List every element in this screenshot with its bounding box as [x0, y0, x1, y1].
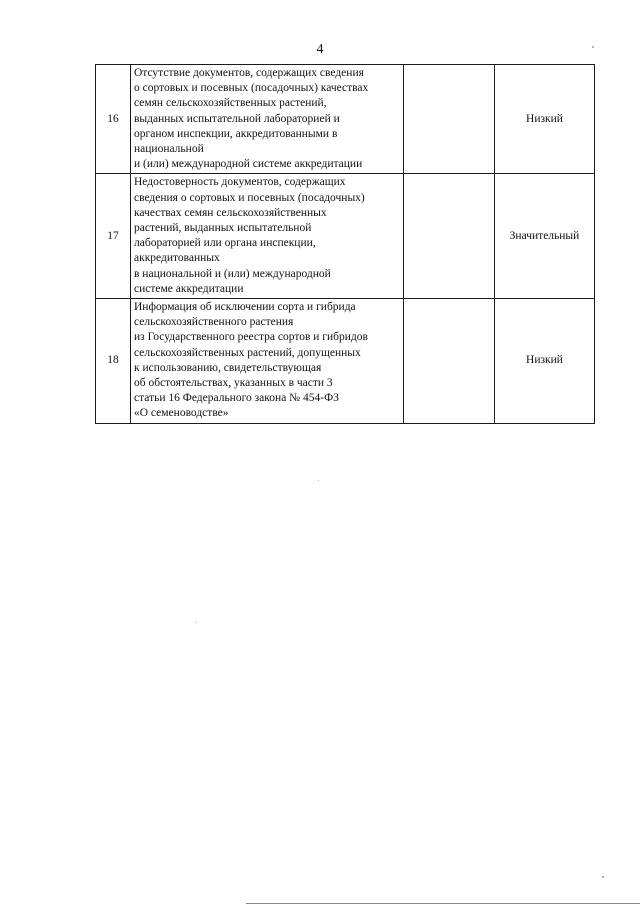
- description-line: семян сельскохозяйственных растений,: [134, 97, 327, 110]
- description-line: сельскохозяйственного растения: [134, 316, 294, 329]
- row-number: 17: [96, 174, 131, 299]
- risk-indicators-table: [95, 64, 595, 424]
- description-line: растений, выданных испытательной: [134, 222, 312, 235]
- description-line: и (или) международной системе аккредитации: [134, 158, 363, 171]
- description-line: о сортовых и посевных (посадочных) качествах: [134, 82, 369, 95]
- description-line: из Государственного реестра сортов и гибридов: [134, 331, 368, 344]
- scan-edge-line: [246, 903, 640, 904]
- scan-speck: [318, 480, 319, 481]
- scan-speck: [196, 622, 197, 623]
- table-row: [96, 174, 595, 299]
- description-line: Отсутствие документов, содержащих сведения: [134, 67, 364, 79]
- description-line: выданных испытательной лабораторией и: [134, 112, 340, 125]
- description-line: сельскохозяйственных растений, допущенных: [134, 346, 361, 359]
- description-line: Недостоверность документов, содержащих: [134, 176, 346, 189]
- description-line: к использованию, свидетельствующая: [134, 361, 322, 374]
- risk-level: Значительный: [495, 174, 595, 299]
- risk-description: [131, 299, 404, 424]
- description-line: лабораторией или органа инспекции,: [134, 237, 316, 250]
- description-line: об обстоятельствах, указанных в части 3: [134, 377, 333, 390]
- page-number: 4: [316, 42, 324, 57]
- description-line: в национальной и (или) международной: [134, 267, 331, 280]
- description-line: качествах семян сельскохозяйственных: [134, 206, 327, 219]
- description-line: органом инспекции, аккредитованными в: [134, 127, 338, 140]
- description-line: системе аккредитации: [134, 282, 244, 295]
- empty-cell: [404, 65, 495, 174]
- description-line: статьи 16 Федерального закона № 454-ФЗ: [134, 392, 339, 405]
- description-line: аккредитованных: [134, 252, 220, 265]
- scan-speck: [602, 876, 604, 878]
- description-line: Информация об исключении сорта и гибрида: [134, 301, 356, 314]
- table-row: [96, 65, 595, 174]
- empty-cell: [404, 299, 495, 424]
- description-line: сведения о сортовых и посевных (посадочных): [134, 191, 365, 204]
- risk-description: [131, 65, 404, 174]
- row-number: 16: [96, 65, 131, 174]
- risk-level: Низкий: [495, 299, 595, 424]
- risk-level: Низкий: [495, 65, 595, 174]
- empty-cell: [404, 174, 495, 299]
- row-number: 18: [96, 299, 131, 424]
- scan-speck: [592, 46, 594, 48]
- table-row: [96, 299, 595, 424]
- risk-description: [131, 174, 404, 299]
- description-line: «О семеноводстве»: [134, 407, 229, 420]
- description-line: национальной: [134, 143, 204, 156]
